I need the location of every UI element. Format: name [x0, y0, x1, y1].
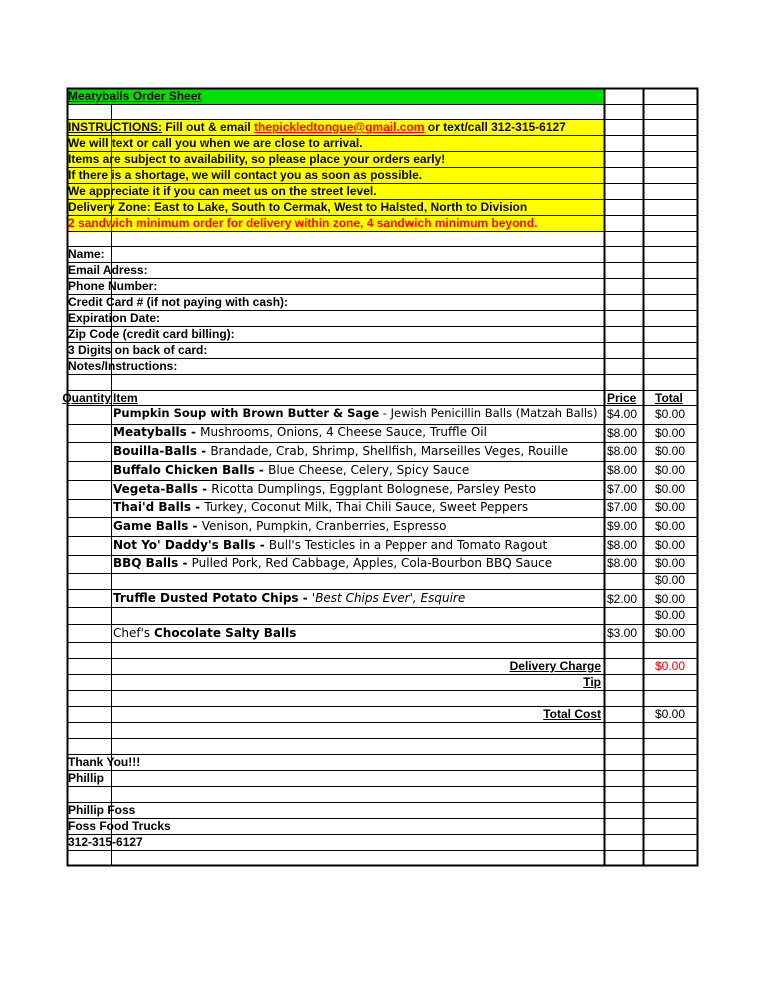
menu-item-total: $0.00: [655, 500, 686, 514]
menu-item-price: $8.00: [607, 426, 638, 440]
menu-item-name: Meatyballs -: [113, 425, 201, 439]
field-label-zip: Zip Code (credit card billing):: [68, 327, 235, 341]
menu-item-total: $0.00: [655, 444, 686, 458]
menu-item-name: Bouilla-Balls -: [113, 444, 211, 458]
menu-item-name: Not Yo' Daddy's Balls -: [113, 538, 269, 552]
instruction-line: We appreciate it if you can meet us on the street level.: [68, 184, 377, 198]
menu-item: [113, 464, 469, 476]
menu-item-desc: 'Best Chips Ever', Esquire: [311, 591, 466, 605]
signoff-name-full: Phillip Foss: [68, 803, 136, 817]
header-quantity: Quantity: [62, 392, 111, 404]
sheet-title: Meatyballs Order Sheet: [68, 89, 202, 103]
menu-item-price: $9.00: [607, 519, 638, 533]
menu-item-total: $0.00: [655, 592, 686, 606]
menu-item-name: Thai'd Balls -: [113, 500, 205, 514]
menu-item-total: $0.00: [655, 538, 686, 552]
menu-item: [113, 539, 547, 551]
menu-item-total: $0.00: [655, 556, 686, 570]
menu-item: [113, 557, 552, 569]
menu-item-price: $8.00: [607, 463, 638, 477]
tip-label: Tip: [583, 675, 601, 689]
header-item: Item: [113, 391, 138, 405]
menu-item-price: $8.00: [607, 444, 638, 458]
menu-item-desc: Ricotta Dumplings, Eggplant Bolognese, Parsley Pesto: [211, 482, 537, 496]
menu-item: [113, 501, 528, 513]
field-label-expiration: Expiration Date:: [68, 311, 161, 325]
instruction-line: Delivery Zone: East to Lake, South to Cermak, West to Halsted, North to Division: [68, 200, 528, 214]
menu-item-name: Pumpkin Soup with Brown Butter & Sage: [113, 406, 380, 420]
menu-item-name: Chocolate Salty Balls: [153, 626, 297, 640]
menu-item: [113, 520, 446, 532]
menu-item-price: $4.00: [607, 407, 638, 421]
menu-item-name: BBQ Balls -: [113, 556, 192, 570]
menu-item-total: $0.00: [655, 426, 686, 440]
menu-item-desc: - Jewish Penicillin Balls (Matzah Balls): [379, 406, 598, 420]
menu-item-price: $8.00: [607, 538, 638, 552]
delivery-charge-value: $0.00: [655, 659, 686, 673]
menu-item-name: Game Balls -: [113, 519, 202, 533]
delivery-charge-label: Delivery Charge: [509, 659, 601, 673]
signoff-phone: 312-315-6127: [68, 835, 143, 849]
instructions-text-after: or text/call 312-315-6127: [427, 120, 566, 134]
menu-item-desc: Venison, Pumpkin, Cranberries, Espresso: [201, 519, 447, 533]
menu-item-total: $0.00: [655, 407, 686, 421]
menu-item-name: Buffalo Chicken Balls -: [113, 463, 269, 477]
menu-item: [113, 445, 568, 457]
signoff-company: Foss Food Trucks: [68, 819, 171, 833]
menu-item-price: $8.00: [607, 556, 638, 570]
menu-item-total: $0.00: [655, 626, 686, 640]
menu-item-name: Truffle Dusted Potato Chips -: [113, 591, 312, 605]
field-label-phone: Phone Number:: [68, 279, 158, 293]
menu-item-total: $0.00: [655, 519, 686, 533]
header-total: Total: [655, 391, 683, 405]
field-label-credit-card: Credit Card # (if not paying with cash):: [68, 295, 289, 309]
email-link[interactable]: thepickledtongue@gmail.com: [254, 120, 425, 134]
instructions-text-before: Fill out & email: [165, 120, 251, 134]
menu-item-total: $0.00: [655, 463, 686, 477]
field-label-security-code: 3 Digits on back of card:: [68, 343, 208, 357]
instructions-label: INSTRUCTIONS:: [68, 120, 162, 134]
header-price: Price: [607, 391, 637, 405]
menu-item-price: $3.00: [607, 626, 638, 640]
menu-item-total: $0.00: [655, 608, 686, 622]
field-label-email: Email Adress:: [68, 263, 148, 277]
menu-item-desc: Mushrooms, Onions, 4 Cheese Sauce, Truffle Oil: [200, 425, 487, 439]
instruction-line: If there is a shortage, we will contact you as soon as possible.: [68, 168, 423, 182]
total-cost-value: $0.00: [655, 707, 686, 721]
menu-item: [113, 408, 598, 420]
instruction-line: We will text or call you when we are close to arrival.: [68, 136, 363, 150]
menu-item-price: $2.00: [607, 592, 638, 606]
menu-item-name: Vegeta-Balls -: [113, 482, 212, 496]
field-label-name: Name:: [68, 247, 105, 261]
menu-item-desc: Turkey, Coconut Milk, Thai Chili Sauce, Sweet Peppers: [204, 500, 529, 514]
total-cost-label: Total Cost: [543, 707, 601, 721]
menu-item-price: $7.00: [607, 482, 638, 496]
minimum-order-note: 2 sandwich minimum order for delivery within zone, 4 sandwich minimum beyond.: [68, 216, 538, 230]
menu-item-desc: Bull's Testicles in a Pepper and Tomato Ragout: [268, 538, 548, 552]
field-label-notes: Notes/Instructions:: [68, 359, 178, 373]
thank-you: Thank You!!!: [68, 755, 141, 769]
instruction-line: Items are subject to availability, so please place your orders early!: [68, 152, 446, 166]
menu-item-desc: Brandade, Crab, Shrimp, Shellfish, Marseilles Veges, Rouille: [210, 444, 569, 458]
menu-item-desc: Blue Cheese, Celery, Spicy Sauce: [268, 463, 470, 477]
menu-item: Chef's Chocolate Salty Balls: [113, 626, 297, 640]
menu-item: [113, 483, 536, 495]
menu-item-desc: Pulled Pork, Red Cabbage, Apples, Cola-Bourbon BBQ Sauce: [191, 556, 553, 570]
menu-item-total: $0.00: [655, 573, 686, 587]
menu-item-total: $0.00: [655, 482, 686, 496]
instructions-line-1: [68, 121, 566, 133]
signoff-name-short: Phillip: [68, 771, 104, 785]
menu-item-price: $7.00: [607, 500, 638, 514]
menu-item: [113, 426, 487, 438]
menu-item: [113, 592, 465, 604]
